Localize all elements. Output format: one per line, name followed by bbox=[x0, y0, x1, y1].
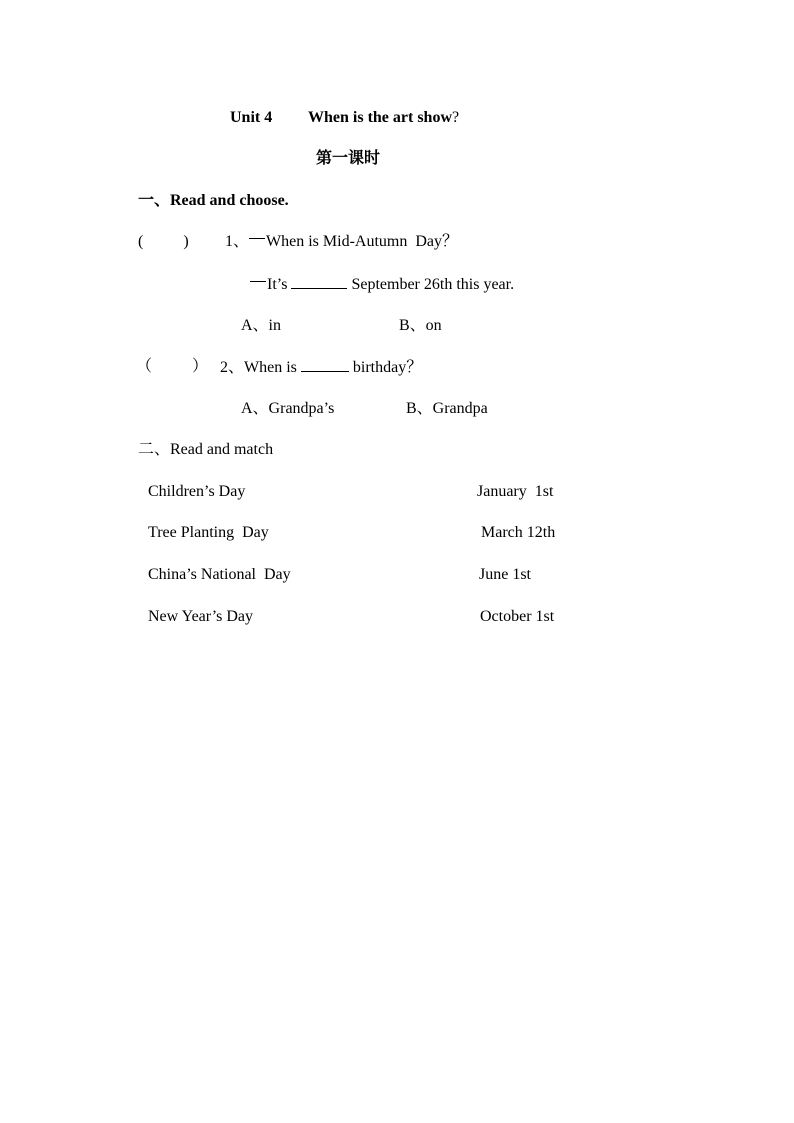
page-title-text: When is the art show bbox=[308, 109, 453, 126]
q2-paren: （ ） bbox=[136, 358, 209, 375]
q2-question-prefix: When is bbox=[244, 359, 297, 376]
holiday-item: New Year’s Day bbox=[148, 608, 254, 625]
unit-label: Unit 4 bbox=[230, 109, 273, 126]
date-item: March 12th bbox=[481, 524, 556, 541]
holiday-item: Tree Planting Day bbox=[148, 524, 269, 541]
q2-question-line bbox=[220, 357, 422, 378]
q1-question: When is Mid-Autumn Day？ bbox=[266, 233, 458, 250]
q1-answer-prefix: It’s bbox=[267, 276, 288, 293]
q2-question-suffix: birthday？ bbox=[352, 359, 423, 376]
holiday-item: China’s National Day bbox=[148, 566, 291, 583]
q2-option-a: A、Grandpa’s bbox=[241, 400, 335, 417]
section2-heading: 二、Read and match bbox=[138, 441, 274, 458]
section1-heading: 一、Read and choose. bbox=[138, 192, 289, 209]
q2-number: 2、 bbox=[220, 359, 245, 376]
page-title-mark: ? bbox=[452, 109, 460, 126]
date-item: June 1st bbox=[479, 566, 531, 583]
q1-option-b: B、on bbox=[399, 317, 442, 334]
date-item: January 1st bbox=[477, 483, 554, 500]
q1-number: 1、 bbox=[225, 233, 250, 250]
q1-option-a: A、in bbox=[241, 317, 282, 334]
holiday-item: Children’s Day bbox=[148, 483, 246, 500]
dash-mark bbox=[250, 281, 266, 282]
q1-question-line bbox=[225, 232, 458, 252]
q1-paren: ( ) bbox=[138, 233, 189, 250]
lesson-label: 第一课时 bbox=[316, 150, 381, 167]
q2-blank[interactable] bbox=[301, 357, 349, 372]
date-item: October 1st bbox=[480, 608, 555, 625]
q1-blank[interactable] bbox=[291, 274, 347, 289]
dash-mark bbox=[249, 238, 265, 239]
q1-answer-line bbox=[250, 274, 514, 295]
q2-option-b: B、Grandpa bbox=[406, 400, 488, 417]
q1-answer-suffix: September 26th this year. bbox=[351, 276, 515, 293]
page-title bbox=[308, 108, 459, 128]
